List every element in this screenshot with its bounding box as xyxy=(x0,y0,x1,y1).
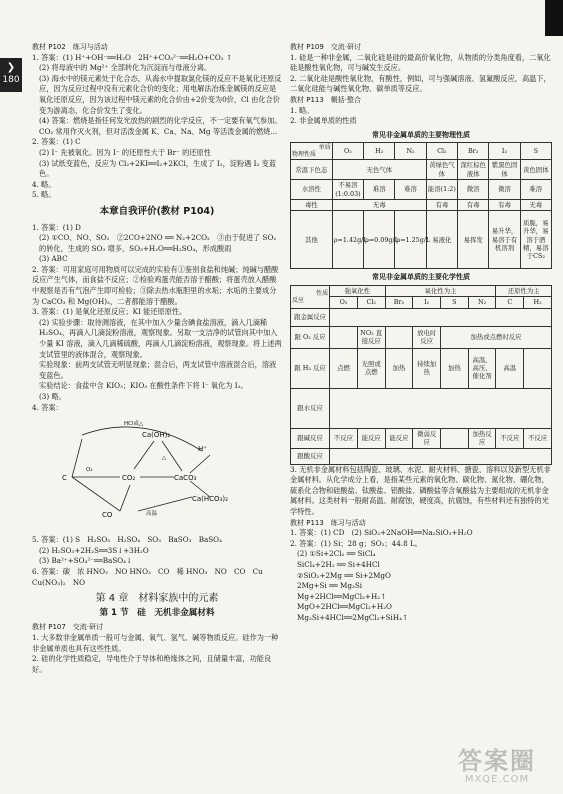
table-cell: 有毒 xyxy=(426,199,457,210)
table-cell: 紫黑色固体 xyxy=(489,160,520,180)
corner-cell: 性质 反应 xyxy=(291,285,330,308)
table-cell: 加热 xyxy=(441,348,469,388)
table-cell: 放电时反应 xyxy=(413,326,441,348)
row-label: 毒性 xyxy=(291,199,333,210)
after-line: (2) H₂SO₃+2H₂S══3S↓+3H₂O xyxy=(39,545,149,555)
right-tail-line: 2Mg+Si ══ Mg₂Si xyxy=(297,581,363,591)
cycle-node: C xyxy=(62,474,67,483)
table-cell: ρ=1.25g/L xyxy=(395,211,426,269)
corner-mark xyxy=(545,0,563,36)
table-cell: 难溶 xyxy=(364,180,395,200)
section-subtitle: 第 1 节 硅 无机非金属材料 xyxy=(99,607,215,618)
group-header: 强氧化性 xyxy=(330,285,385,296)
col-header: I₂ xyxy=(489,143,520,160)
table-row xyxy=(291,160,552,180)
col-header: S xyxy=(441,297,469,308)
table-cell: ρ=0.09g/L xyxy=(364,211,395,269)
left-line: (4) 答案：燃烧是指任何发光放热的剧烈的化学反应，不一定要有氧气参加。CO₂ 常用作灭火剂，但对活泼金属 K、Ca、Na、Mg 等活泼金属的燃烧... xyxy=(39,116,282,136)
table-cell: 加热反应 xyxy=(468,428,496,448)
tail-header: 教材 P107 交流·研讨 xyxy=(32,623,104,632)
right-tail-line: 2. 答案：(1) Si；28 g；SO₂；44.8 L。 xyxy=(290,538,422,548)
col-header: H₂ xyxy=(364,143,395,160)
cycle-node: CO xyxy=(102,511,113,520)
row-label: 跟 H₂ 反应 xyxy=(291,348,330,388)
chapter-title: 第 4 章 材料家族中的元素 xyxy=(95,593,219,605)
table-cell: 不反应 xyxy=(524,428,552,448)
left-line: (3) 试纸变蓝色，反应为 Cl₂+2KI══I₂+2KCl，生成了 I₂，淀粉遇 I₂ 变蓝色。 xyxy=(39,158,277,179)
table-cell: NO₂ 直接反应 xyxy=(357,326,385,348)
left-column xyxy=(32,42,282,675)
row-label: 跟酸反应 xyxy=(291,448,330,464)
table-cell: 光照或点燃 xyxy=(357,348,385,388)
table-cell: 持续加热 xyxy=(413,348,441,388)
left-line: (2) I⁻ 先被氧化。因为 I⁻ 的还原性大于 Br⁻ 的还原性 xyxy=(39,147,211,157)
right-line: 1. 略。 xyxy=(290,105,314,115)
left-line: 5. 略。 xyxy=(32,190,56,200)
row-label: 跟金属反应 xyxy=(291,308,330,326)
table-cell: 难溶 xyxy=(395,180,426,200)
left-line: 4. 略。 xyxy=(32,179,56,189)
right-tail-line: Mg₂Si+4HCl══2MgCl₂+SiH₄↑ xyxy=(297,612,409,622)
table-row xyxy=(291,326,552,348)
table-cell: 不反应 xyxy=(330,428,358,448)
table-cell: 高温、高压、催化剂 xyxy=(468,348,496,388)
col-header: I₂ xyxy=(413,297,441,308)
carbon-cycle-diagram xyxy=(42,415,232,533)
table-row xyxy=(291,143,552,160)
table-row xyxy=(291,348,552,388)
col-header: H₂ xyxy=(524,297,552,308)
tail-line: 2. 硅的化学性质稳定，导电性介于导体和绝缘体之间，且储量丰富，功能良好。 xyxy=(32,654,272,674)
chevron-right-icon: ❯ xyxy=(6,62,16,73)
col-header: Cl₂ xyxy=(357,297,385,308)
table-cell: 能溶(1:2) xyxy=(426,180,457,200)
table-cell: 质脆，易升华，易溶于酒精，易溶于CS₂ xyxy=(520,211,551,269)
cycle-label: 高温 xyxy=(146,511,158,518)
right-tail-line: SiCl₄+2H₂ ══ Si+4HCl xyxy=(297,559,380,569)
left-line: (3) 海水中的镁元素处于化合态，从海水中提取氯化镁的反应不是氧化还原反应，因为反应过程中没有元素化合价的变化；用电解法冶炼金属镁的反应是氧化还原反应，因为该过程中镁元素的化合价由+2价变为0价，Cl 由化合价变为游离态，化合价发生了变化。 xyxy=(39,73,282,115)
table-cell: 易升华，易溶于有机溶剂 xyxy=(489,211,520,269)
col-header: Br₂ xyxy=(458,143,489,160)
right-tail-line: Mg+2HCl══MgCl₂+H₂↑ xyxy=(297,591,387,601)
table-cell: 不反应 xyxy=(496,428,524,448)
eval-line: 2. 答案：可用家庭可用物质可以完成的实验有①鉴别食盐和纯碱；纯碱与醋酸反应产生气体，而食盐不反应；②检验鸡蛋壳能否溶于醋酸；将蛋壳放入醋酸中观察是否有气泡产生即可检验；③除去热水瓶胆里的水垢；水垢的主要成分为 CaCO₃ 和 Mg(OH)₂，二者都能溶于醋酸。 xyxy=(32,264,279,306)
table-row xyxy=(291,388,552,428)
eval-line: (3) ABC xyxy=(39,254,68,264)
group-header: 还原性为主 xyxy=(496,285,552,296)
right-line: 2. 非金属单质的性质 xyxy=(290,116,357,126)
right-line: 1. 硅是一种非金属，二氧化硅是硅的最高价氧化物，从物质的分类角度看，二氧化硅是酸性氧化物，可与碱发生反应。 xyxy=(290,52,551,73)
col-header: O₂ xyxy=(330,297,358,308)
table-cell: 无色气体 xyxy=(332,160,426,180)
table-cell: 能反应 xyxy=(357,428,385,448)
right-tail-line: 1. 答案：(1) CD (2) SiO₂+2NaOH══Na₂SiO₃+H₂O xyxy=(290,528,473,538)
left-line: (2) 将母液中的 Mg²⁺ 全部转化为沉淀而与母液分离。 xyxy=(39,63,212,73)
table-cell: 有毒 xyxy=(458,199,489,210)
table-row xyxy=(291,308,552,326)
right-tail-header: 教材 P113 练习与活动 xyxy=(290,518,366,527)
table-cell: 加热或点燃时反应 xyxy=(441,326,552,348)
table-cell xyxy=(330,326,358,348)
after-line: 6. 答案：碳 浓 HNO₃ NO HNO₃ CO 稀 HNO₃ NO CO Cu Cu(NO₃)₂ NO xyxy=(32,566,270,587)
watermark-logo: 答案圈 xyxy=(458,747,536,775)
row-label: 其他 xyxy=(291,211,333,269)
watermark-url: MXQE.COM xyxy=(464,774,530,785)
right-header: 教材 P109 交流·研讨 xyxy=(290,43,362,51)
table-row xyxy=(291,285,552,296)
eval-line: (2) 实验步骤：取待测溶液，在其中加入少量含碘食盐溶液，滴入几滴稀 H₂SO₄，再滴入几滴淀粉溶液，观察现象。另取一支洁净的试管向其中加入少量 KI 溶液，滴入几滴稀硫酸，再滴入几滴淀粉溶液，观察现象。将上述两支试管里的液体混合，观察现象。 xyxy=(39,317,282,359)
section-title: 本章自我评价(教材 P104) xyxy=(99,205,215,217)
cycle-label: O₂ xyxy=(86,467,93,474)
col-header: Br₂ xyxy=(385,297,413,308)
table-cell: 微溶 xyxy=(489,180,520,200)
col-header: Cl₂ xyxy=(426,143,457,160)
eval-line: 3. 答案：(1) 是氧化还原反应；KI 能还原原性。 xyxy=(32,307,187,317)
col-header: S xyxy=(520,143,551,160)
left-header: 教材 P102 练习与活动 xyxy=(32,43,108,51)
eval-line: 实验结论：食盐中含 KIO₃；KIO₃ 在酸性条件下将 I⁻ 氧化为 I₂。 xyxy=(39,381,248,391)
eval-line: (3) 略。 xyxy=(39,392,66,401)
table-cell: 深红棕色液体 xyxy=(458,160,489,180)
eval-line: (2) ①CO、NO、SO₂ ②2CO+2NO ══ N₂+2CO₂ ③由于促进了 SO₂ 的转化，生成的 SO₃ 增多，SO₃+H₂O══H₂SO₄，形成酸雨 xyxy=(39,233,277,253)
table-cell: 无毒 xyxy=(332,199,426,210)
watermark xyxy=(437,748,557,788)
table-cell: 点燃 xyxy=(330,348,358,388)
table-cell: 难溶 xyxy=(520,180,551,200)
table-cell: 黄绿色气体 xyxy=(426,160,457,180)
table-cell xyxy=(330,308,552,326)
table-cell xyxy=(524,348,552,388)
left-line: 2. 答案：(1) C xyxy=(32,137,81,147)
table-cell: 加热 xyxy=(385,348,413,388)
tail-line: 1. 大多数非金属单质一般可与金属、氧气、氢气、碱等物质反应。硅作为一种非金属单质也具有这些性质。 xyxy=(32,632,279,653)
table-cell: ρ=1.42g/L xyxy=(332,211,363,269)
group-header: 氧化性为主 xyxy=(385,285,496,296)
right-tail-line: (2) ①Si+2Cl₂ ══ SiCl₄ xyxy=(297,549,376,559)
cycle-node: CO₂ xyxy=(122,474,136,483)
eval-line: 4. 答案： xyxy=(32,402,63,412)
table-cell: 微弱反应 xyxy=(413,428,441,448)
table-row xyxy=(291,428,552,448)
row-label: 水溶性 xyxy=(291,180,333,200)
cycle-node: Ca(HCO₃)₂ xyxy=(192,495,228,504)
table-cell: 有毒 xyxy=(489,199,520,210)
cycle-label: HCl或△ xyxy=(124,421,144,428)
right-line: 2. 二氧化硅是酸性氧化物，有酸性，例如，可与强碱溶液、氢氟酸反应，高温下，二氧化硅能与碱性氧化物、碳单质等反应。 xyxy=(290,73,551,94)
table-cell xyxy=(441,428,469,448)
right-header-2: 教材 P113 概括·整合 xyxy=(290,95,362,104)
table-cell: 微溶 xyxy=(458,180,489,200)
row-label: 跟水反应 xyxy=(291,388,330,428)
row-label: 跟 O₂ 反应 xyxy=(291,326,330,348)
cycle-node: CaCO₃ xyxy=(174,474,197,483)
table-cell: 不易溶(1:0.03) xyxy=(332,180,363,200)
cycle-label: △ xyxy=(162,455,167,462)
row-label: 常温下色态 xyxy=(291,160,333,180)
right-tail-line: 3. 无机非金属材料包括陶瓷、玻璃、水泥、耐火材料、搪瓷、溶料以及新型无机非金属材料。从化学成分上看，是指某些元素的氧化物、碳化物、氮化物、硼化物，硫系化合物和硅酸盐、钛酸盐、铝酸盐、磷酸盐等含氧酸盐为主要组成的无机非金属材料。这类材料一般耐高温、耐腐蚀，硬度高，抗腐蚀，有些材料还有独特的光学特性。 xyxy=(290,464,551,516)
table1-caption: 常见非金属单质的主要物理性质 xyxy=(372,130,470,139)
right-column xyxy=(290,42,552,624)
table-cell: 高温 xyxy=(496,348,524,388)
table-cell: 无毒 xyxy=(520,199,551,210)
table-cell: 易液化 xyxy=(426,211,457,269)
table-cell xyxy=(385,326,413,348)
table-cell: 易挥发 xyxy=(458,211,489,269)
cycle-node: Ca(OH)₂ xyxy=(142,431,171,440)
eval-line: 实验现象：前两支试管无明显现象；混合后，两支试管中溶液混合后，溶液变蓝色。 xyxy=(39,360,277,380)
chemical-properties-table xyxy=(290,285,552,465)
table-row xyxy=(291,297,552,308)
table-row xyxy=(291,448,552,464)
table-row xyxy=(291,180,552,200)
row-label: 跟碱反应 xyxy=(291,428,330,448)
after-line: (3) Ba²⁺+SO₄²⁻══BaSO₄↓ xyxy=(39,556,133,566)
table-cell: 黄色固体 xyxy=(520,160,551,180)
table-cell xyxy=(330,388,552,428)
corner-cell: 单质 物理性质 xyxy=(292,144,331,159)
eval-line: 1. 答案：(1) D xyxy=(32,222,81,232)
right-tail-line: ②SiO₂+2Mg ══ Si+2MgO xyxy=(297,570,391,580)
page-number-tab xyxy=(0,58,22,92)
table-cell: 能反应 xyxy=(385,428,413,448)
physical-properties-table xyxy=(290,142,552,269)
cycle-node: H⁺ xyxy=(198,445,207,454)
table-row xyxy=(291,211,552,269)
col-header: N₂ xyxy=(468,297,496,308)
table-cell xyxy=(330,448,552,464)
col-header: N₂ xyxy=(395,143,426,160)
after-line: 5. 答案：(1) S H₂SO₃ H₂SO₄ SO₃ BaSO₃ BaSO₄ xyxy=(32,535,222,545)
table2-caption: 常见非金属单质的主要化学性质 xyxy=(372,273,470,282)
page-number: 180 xyxy=(2,75,20,85)
table-row xyxy=(291,199,552,210)
col-header: O₂ xyxy=(332,143,363,160)
right-tail-line: MgO+2HCl══MgCl₂+H₂O xyxy=(297,602,392,612)
col-header: C xyxy=(496,297,524,308)
left-line: 1. 答案：(1) H⁺+OH⁻══H₂O 2H⁺+CO₃²⁻══H₂O+CO₂ ↑ xyxy=(32,52,232,62)
